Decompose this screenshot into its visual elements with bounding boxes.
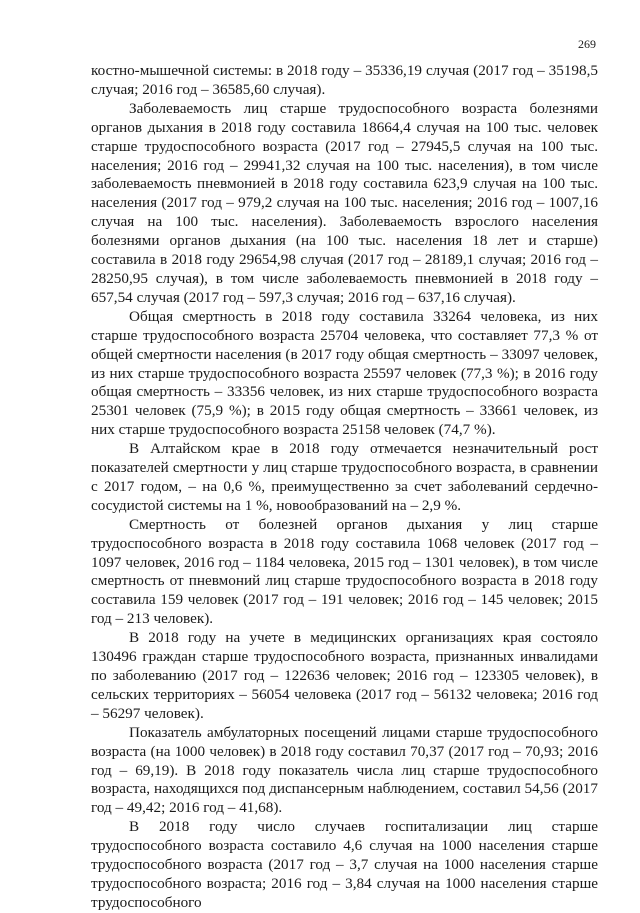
paragraph-musculoskeletal-continuation: костно-мышечной системы: в 2018 году – 35336,19 случая (2017 год – 35198,5 случая; 2016 год – 36585,60 случая). [91, 62, 598, 98]
paragraph-respiratory-morbidity: Заболеваемость лиц старше трудоспособного возраста болезнями органов дыхания в 2018 году составила 18664,4 случая на 100 тыс. человек старше трудоспособного возраста (2017 год – 27945,5 случая на 100 тыс. населения; 2016 год – 29941,32 случая на 100 тыс. населения), в том числе заболеваемость пневмонией в 2018 году составила 623,9 случая на 100 тыс. населения (2017 год – 979,2 случая на 100 тыс. населения; 2016 год – 1007,16 случая на 100 тыс. населения). Заболеваемость взрослого населения болезнями органов дыхания (на 100 тыс. населения 18 лет и старше) составила в 2018 году 29654,98 случая (2017 год – 28189,1 случая; 2016 год – 28250,95 случая), в том числе заболеваемость пневмонией в 2018 году – 657,54 случая (2017 год – 597,3 случая; 2016 год – 637,16 случая). [91, 99, 598, 306]
page-number: 269 [578, 37, 596, 51]
paragraph-general-mortality: Общая смертность в 2018 году составила 33264 человека, из них старше трудоспособного возраста 25704 человека, что составляет 77,3 % от общей смертности населения (в 2017 году общая смертность – 33097 человек, из них старше трудоспособного возраста 25597 человек (77,3 %); в 2016 году общая смертность – 33356 человек, из них старше трудоспособного возраста 25301 человек (75,9 %); в 2015 году общая смертность – 33661 человек, из них старше трудоспособного возраста 25158 человек (74,7 %). [91, 307, 598, 439]
paragraph-hospitalization: В 2018 году число случаев госпитализации лиц старше трудоспособного возраста составило 4,6 случая на 1000 населения старше трудоспособного возраста (2017 год – 3,7 случая на 1000 населения старше трудоспособного возраста; 2016 год – 3,84 случая на 1000 населения старше трудоспособного [91, 818, 598, 911]
paragraph-outpatient-visits: Показатель амбулаторных посещений лицами старше трудоспособного возраста (на 1000 человек) в 2018 году составил 70,37 (2017 год – 70,93; 2016 год – 69,19). В 2018 году показатель числа лиц старше трудоспособного возраста, находящихся под диспансерным наблюдением, составил 54,56 (2017 год – 49,42; 2016 год – 41,68). [91, 723, 598, 817]
paragraph-altai-mortality-growth: В Алтайском крае в 2018 году отмечается незначительный рост показателей смертности у лиц старше трудоспособного возраста, в сравнении с 2017 годом, – на 0,6 %, преимущественно за счет заболеваний сердечно-сосудистой системы на 1 %, новообразований на – 2,9 %. [91, 440, 598, 514]
document-body [91, 62, 598, 913]
paragraph-disability-registry: В 2018 году на учете в медицинских организациях края состояло 130496 граждан старше трудоспособного возраста, признанных инвалидами по заболеванию (2017 год – 122636 человек; 2016 год – 123305 человек), в сельских территориях – 56054 человека (2017 год – 56132 человека; 2016 год – 56297 человек). [91, 629, 598, 722]
paragraph-respiratory-mortality: Смертность от болезней органов дыхания у лиц старше трудоспособного возраста в 2018 году составила 1068 человек (2017 год – 1097 человек, 2016 год – 1184 человека, 2015 год – 1301 человек), в том числе смертность от пневмоний лиц старше трудоспособного возраста в 2018 году составила 159 человек (2017 год – 191 человек; 2016 год – 145 человек; 2015 год – 213 человек). [91, 515, 598, 628]
